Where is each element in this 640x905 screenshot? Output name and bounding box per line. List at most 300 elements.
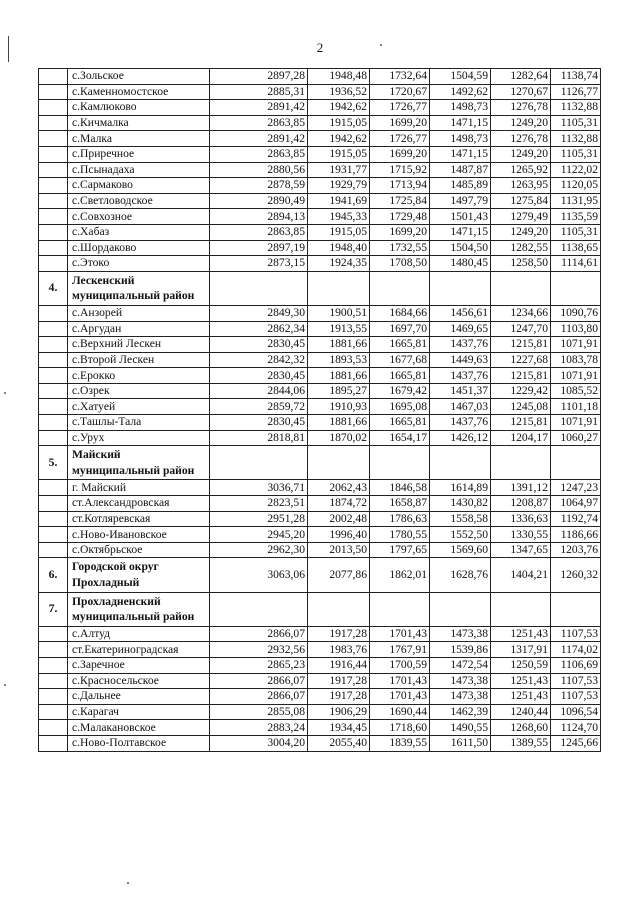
value-cell-1: 2849,30 [210, 305, 308, 321]
value-cell-5 [491, 446, 551, 480]
settlement-name: с.Совхозное [68, 209, 210, 225]
value-cell-6: 1105,31 [551, 146, 601, 162]
value-cell-2: 1881,66 [308, 415, 370, 431]
value-cell-6: 1060,27 [551, 430, 601, 446]
settlement-name: с.Каменномостское [68, 84, 210, 100]
value-cell-2: 1913,55 [308, 321, 370, 337]
value-cell-1: 2855,08 [210, 704, 308, 720]
value-cell-2: 2055,40 [308, 735, 370, 751]
table-row [39, 69, 601, 85]
settlement-name: с.Верхний Лескен [68, 337, 210, 353]
value-cell-3: 1665,81 [370, 415, 430, 431]
value-cell-3: 1677,68 [370, 352, 430, 368]
settlement-name: с.Хатуей [68, 399, 210, 415]
row-index [39, 84, 68, 100]
value-cell-1: 2830,45 [210, 415, 308, 431]
value-cell-3: 1699,20 [370, 115, 430, 131]
value-cell-5: 1265,92 [491, 162, 551, 178]
settlement-name: с.Ташлы-Тала [68, 415, 210, 431]
value-cell-2: 1915,05 [308, 146, 370, 162]
value-cell-2: 1870,02 [308, 430, 370, 446]
row-index [39, 178, 68, 194]
row-index: 7. [39, 592, 68, 626]
value-cell-4: 1487,87 [430, 162, 491, 178]
value-cell-2: 1917,28 [308, 673, 370, 689]
value-cell-1: 2866,07 [210, 689, 308, 705]
page-number: 2 [316, 40, 324, 55]
value-cell-1: 2878,59 [210, 178, 308, 194]
value-cell-1: 2842,32 [210, 352, 308, 368]
value-cell-4 [430, 592, 491, 626]
value-cell-4: 1473,38 [430, 626, 491, 642]
value-cell-6: 1122,02 [551, 162, 601, 178]
row-index [39, 673, 68, 689]
settlement-name: ст.Александровская [68, 496, 210, 512]
row-index [39, 209, 68, 225]
value-cell-6: 1138,74 [551, 69, 601, 85]
section-row [39, 592, 601, 626]
value-cell-6: 1083,78 [551, 352, 601, 368]
value-cell-6: 1131,95 [551, 193, 601, 209]
settlement-name: с.Ерокко [68, 368, 210, 384]
value-cell-6: 1085,52 [551, 383, 601, 399]
value-cell-1: 2830,45 [210, 368, 308, 384]
row-index [39, 115, 68, 131]
value-cell-5: 1234,66 [491, 305, 551, 321]
value-cell-2: 1881,66 [308, 337, 370, 353]
value-cell-3 [370, 592, 430, 626]
row-index [39, 720, 68, 736]
value-cell-2: 1996,40 [308, 527, 370, 543]
value-cell-5: 1263,95 [491, 178, 551, 194]
row-index [39, 100, 68, 116]
settlement-name: с.Урух [68, 430, 210, 446]
value-cell-2: 1915,05 [308, 115, 370, 131]
value-cell-6: 1064,97 [551, 496, 601, 512]
value-cell-1: 2859,72 [210, 399, 308, 415]
row-index [39, 496, 68, 512]
value-cell-4: 1471,15 [430, 224, 491, 240]
settlement-name: с.Светловодское [68, 193, 210, 209]
row-index [39, 415, 68, 431]
value-cell-3: 1658,87 [370, 496, 430, 512]
row-index [39, 689, 68, 705]
row-index [39, 704, 68, 720]
row-index [39, 337, 68, 353]
value-cell-1: 2885,31 [210, 84, 308, 100]
value-cell-4: 1614,89 [430, 480, 491, 496]
table-row [39, 224, 601, 240]
value-cell-2: 1936,52 [308, 84, 370, 100]
value-cell-4: 1501,43 [430, 209, 491, 225]
table-row [39, 209, 601, 225]
value-cell-6: 1071,91 [551, 415, 601, 431]
value-cell-5: 1249,20 [491, 115, 551, 131]
value-cell-5: 1330,55 [491, 527, 551, 543]
value-cell-3 [370, 271, 430, 305]
settlement-name: с.Шордаково [68, 240, 210, 256]
settlement-name: г. Майский [68, 480, 210, 496]
value-cell-4: 1462,39 [430, 704, 491, 720]
value-cell-2: 1874,72 [308, 496, 370, 512]
value-cell-5: 1276,78 [491, 131, 551, 147]
value-cell-3: 1701,43 [370, 626, 430, 642]
value-cell-1: 2891,42 [210, 131, 308, 147]
value-cell-1: 3063,06 [210, 558, 308, 592]
value-cell-6 [551, 271, 601, 305]
value-cell-5: 1204,17 [491, 430, 551, 446]
value-cell-1: 2863,85 [210, 224, 308, 240]
value-cell-3: 1862,01 [370, 558, 430, 592]
table-row [39, 399, 601, 415]
value-cell-6: 1090,76 [551, 305, 601, 321]
value-cell-1 [210, 592, 308, 626]
settlement-name: с.Приречное [68, 146, 210, 162]
section-row [39, 558, 601, 592]
value-cell-6: 1260,32 [551, 558, 601, 592]
value-cell-2: 1893,53 [308, 352, 370, 368]
value-cell-5: 1208,87 [491, 496, 551, 512]
value-cell-1: 2890,49 [210, 193, 308, 209]
value-cell-3: 1715,92 [370, 162, 430, 178]
settlement-name: ст.Котляревская [68, 511, 210, 527]
value-cell-5: 1404,21 [491, 558, 551, 592]
value-cell-6: 1126,77 [551, 84, 601, 100]
value-cell-6: 1106,69 [551, 657, 601, 673]
value-cell-1: 3004,20 [210, 735, 308, 751]
value-cell-1: 2932,56 [210, 642, 308, 658]
settlement-name: с.Хабаз [68, 224, 210, 240]
value-cell-6: 1096,54 [551, 704, 601, 720]
value-cell-4: 1558,58 [430, 511, 491, 527]
value-cell-1: 2945,20 [210, 527, 308, 543]
value-cell-2 [308, 592, 370, 626]
settlement-name: с.Анзорей [68, 305, 210, 321]
row-index: 4. [39, 271, 68, 305]
district-name: Прохладненский муниципальный район [68, 592, 210, 626]
value-cell-1: 2866,07 [210, 673, 308, 689]
value-cell-6: 1132,88 [551, 100, 601, 116]
table-row [39, 704, 601, 720]
value-cell-5: 1247,70 [491, 321, 551, 337]
value-cell-3: 1797,65 [370, 542, 430, 558]
value-cell-2: 1948,48 [308, 69, 370, 85]
value-cell-6: 1101,18 [551, 399, 601, 415]
scan-speck [4, 392, 6, 394]
value-cell-4: 1539,86 [430, 642, 491, 658]
value-cell-6: 1071,91 [551, 337, 601, 353]
value-cell-4: 1628,76 [430, 558, 491, 592]
value-cell-5: 1215,81 [491, 415, 551, 431]
value-cell-4 [430, 271, 491, 305]
value-cell-2: 1931,77 [308, 162, 370, 178]
value-cell-3: 1697,70 [370, 321, 430, 337]
value-cell-4: 1497,79 [430, 193, 491, 209]
value-cell-2: 2077,86 [308, 558, 370, 592]
tariff-table [38, 68, 601, 752]
value-cell-6: 1138,65 [551, 240, 601, 256]
row-index [39, 240, 68, 256]
value-cell-2: 1945,33 [308, 209, 370, 225]
value-cell-5: 1268,60 [491, 720, 551, 736]
value-cell-3 [370, 446, 430, 480]
value-cell-4: 1430,82 [430, 496, 491, 512]
value-cell-2: 1929,79 [308, 178, 370, 194]
value-cell-3: 1699,20 [370, 146, 430, 162]
value-cell-2: 1983,76 [308, 642, 370, 658]
table-row [39, 527, 601, 543]
value-cell-1: 2880,56 [210, 162, 308, 178]
value-cell-1: 2894,13 [210, 209, 308, 225]
value-cell-5: 1275,84 [491, 193, 551, 209]
value-cell-4: 1467,03 [430, 399, 491, 415]
value-cell-4: 1471,15 [430, 115, 491, 131]
table-row [39, 337, 601, 353]
value-cell-1: 2844,06 [210, 383, 308, 399]
row-index [39, 305, 68, 321]
district-name: Майский муниципальный район [68, 446, 210, 480]
row-index [39, 480, 68, 496]
settlement-name: с.Сармаково [68, 178, 210, 194]
value-cell-1: 2863,85 [210, 146, 308, 162]
value-cell-5: 1249,20 [491, 146, 551, 162]
value-cell-2: 1942,62 [308, 131, 370, 147]
table-row [39, 689, 601, 705]
table-row [39, 84, 601, 100]
table-row [39, 256, 601, 272]
value-cell-4: 1469,65 [430, 321, 491, 337]
table-row [39, 352, 601, 368]
value-cell-1: 2962,30 [210, 542, 308, 558]
value-cell-5 [491, 271, 551, 305]
table-row [39, 100, 601, 116]
settlement-name: с.Малка [68, 131, 210, 147]
table-row [39, 321, 601, 337]
table-row [39, 511, 601, 527]
value-cell-3: 1732,55 [370, 240, 430, 256]
value-cell-6: 1103,80 [551, 321, 601, 337]
value-cell-3: 1729,48 [370, 209, 430, 225]
left-margin-mark [8, 36, 9, 62]
value-cell-3: 1780,55 [370, 527, 430, 543]
table-row [39, 735, 601, 751]
value-cell-2: 1917,28 [308, 689, 370, 705]
settlement-name: с.Октябрьское [68, 542, 210, 558]
value-cell-3: 1846,58 [370, 480, 430, 496]
table-row [39, 305, 601, 321]
value-cell-1: 2897,28 [210, 69, 308, 85]
value-cell-6: 1114,61 [551, 256, 601, 272]
value-cell-6: 1124,70 [551, 720, 601, 736]
row-index [39, 430, 68, 446]
value-cell-3: 1684,66 [370, 305, 430, 321]
value-cell-2: 1881,66 [308, 368, 370, 384]
table-row [39, 162, 601, 178]
settlement-name: с.Зольское [68, 69, 210, 85]
value-cell-1: 2951,28 [210, 511, 308, 527]
row-index [39, 657, 68, 673]
row-index [39, 193, 68, 209]
value-cell-1: 2873,15 [210, 256, 308, 272]
value-cell-3: 1701,43 [370, 673, 430, 689]
value-cell-3: 1726,77 [370, 100, 430, 116]
settlement-name: с.Заречное [68, 657, 210, 673]
value-cell-5: 1251,43 [491, 673, 551, 689]
value-cell-1: 2823,51 [210, 496, 308, 512]
scan-speck [4, 684, 6, 686]
table-row [39, 368, 601, 384]
value-cell-3: 1699,20 [370, 224, 430, 240]
value-cell-2: 1910,93 [308, 399, 370, 415]
value-cell-1: 2862,34 [210, 321, 308, 337]
scan-speck [380, 44, 382, 46]
table-row [39, 542, 601, 558]
row-index [39, 399, 68, 415]
value-cell-5: 1336,63 [491, 511, 551, 527]
value-cell-5: 1229,42 [491, 383, 551, 399]
settlement-name: с.Малакановское [68, 720, 210, 736]
value-cell-3: 1725,84 [370, 193, 430, 209]
value-cell-5: 1389,55 [491, 735, 551, 751]
value-cell-6: 1132,88 [551, 131, 601, 147]
settlement-name: с.Кичмалка [68, 115, 210, 131]
row-index [39, 735, 68, 751]
settlement-name: с.Аргудан [68, 321, 210, 337]
value-cell-3: 1665,81 [370, 337, 430, 353]
table-row [39, 642, 601, 658]
value-cell-3: 1654,17 [370, 430, 430, 446]
value-cell-4: 1437,76 [430, 415, 491, 431]
value-cell-3: 1786,63 [370, 511, 430, 527]
row-index [39, 146, 68, 162]
value-cell-4: 1472,54 [430, 657, 491, 673]
value-cell-1 [210, 446, 308, 480]
value-cell-1: 2818,81 [210, 430, 308, 446]
table-row [39, 626, 601, 642]
value-cell-4: 1473,38 [430, 689, 491, 705]
section-row [39, 446, 601, 480]
table-row [39, 480, 601, 496]
value-cell-4: 1490,55 [430, 720, 491, 736]
value-cell-2: 2002,48 [308, 511, 370, 527]
value-cell-1: 2830,45 [210, 337, 308, 353]
value-cell-6: 1107,53 [551, 673, 601, 689]
value-cell-5: 1240,44 [491, 704, 551, 720]
value-cell-6: 1107,53 [551, 689, 601, 705]
settlement-name: с.Псынадаха [68, 162, 210, 178]
row-index [39, 642, 68, 658]
value-cell-3: 1767,91 [370, 642, 430, 658]
value-cell-1: 2866,07 [210, 626, 308, 642]
value-cell-3: 1690,44 [370, 704, 430, 720]
value-cell-4: 1426,12 [430, 430, 491, 446]
value-cell-4: 1498,73 [430, 131, 491, 147]
row-index [39, 321, 68, 337]
value-cell-1: 2865,23 [210, 657, 308, 673]
table-row [39, 430, 601, 446]
value-cell-3: 1713,94 [370, 178, 430, 194]
value-cell-4: 1504,59 [430, 69, 491, 85]
table-row [39, 193, 601, 209]
value-cell-3: 1720,67 [370, 84, 430, 100]
value-cell-2: 1942,62 [308, 100, 370, 116]
value-cell-5: 1250,59 [491, 657, 551, 673]
settlement-name: с.Красносельское [68, 673, 210, 689]
row-index [39, 511, 68, 527]
value-cell-3: 1665,81 [370, 368, 430, 384]
value-cell-6: 1186,66 [551, 527, 601, 543]
row-index [39, 256, 68, 272]
table-row [39, 178, 601, 194]
table-row [39, 240, 601, 256]
value-cell-4: 1437,76 [430, 337, 491, 353]
value-cell-1: 3036,71 [210, 480, 308, 496]
value-cell-5: 1347,65 [491, 542, 551, 558]
settlement-name: с.Ново-Ивановское [68, 527, 210, 543]
value-cell-2: 1941,69 [308, 193, 370, 209]
value-cell-6: 1107,53 [551, 626, 601, 642]
row-index [39, 131, 68, 147]
scan-speck [127, 882, 129, 884]
table-row [39, 673, 601, 689]
table-row [39, 383, 601, 399]
value-cell-5: 1317,91 [491, 642, 551, 658]
value-cell-6: 1174,02 [551, 642, 601, 658]
value-cell-2: 2062,43 [308, 480, 370, 496]
value-cell-2: 1906,29 [308, 704, 370, 720]
settlement-name: с.Второй Лескен [68, 352, 210, 368]
row-index: 6. [39, 558, 68, 592]
tariff-table-body [39, 69, 601, 752]
settlement-name: с.Дальнее [68, 689, 210, 705]
value-cell-5: 1249,20 [491, 224, 551, 240]
value-cell-3: 1708,50 [370, 256, 430, 272]
section-row [39, 271, 601, 305]
settlement-name: ст.Екатериноградская [68, 642, 210, 658]
value-cell-5: 1215,81 [491, 337, 551, 353]
value-cell-2: 1917,28 [308, 626, 370, 642]
row-index [39, 383, 68, 399]
value-cell-5: 1282,55 [491, 240, 551, 256]
value-cell-2: 1900,51 [308, 305, 370, 321]
value-cell-2: 2013,50 [308, 542, 370, 558]
district-name: Лескенский муниципальный район [68, 271, 210, 305]
table-row [39, 496, 601, 512]
table-row [39, 720, 601, 736]
settlement-name: с.Карагач [68, 704, 210, 720]
value-cell-5: 1279,49 [491, 209, 551, 225]
value-cell-2 [308, 271, 370, 305]
value-cell-3: 1726,77 [370, 131, 430, 147]
value-cell-5: 1215,81 [491, 368, 551, 384]
row-index [39, 224, 68, 240]
value-cell-4: 1480,45 [430, 256, 491, 272]
value-cell-2: 1916,44 [308, 657, 370, 673]
value-cell-5: 1251,43 [491, 626, 551, 642]
settlement-name: с.Ново-Полтавское [68, 735, 210, 751]
value-cell-3: 1695,08 [370, 399, 430, 415]
value-cell-4: 1471,15 [430, 146, 491, 162]
row-index [39, 352, 68, 368]
value-cell-6: 1245,66 [551, 735, 601, 751]
value-cell-3: 1732,64 [370, 69, 430, 85]
table-row [39, 657, 601, 673]
row-index: 5. [39, 446, 68, 480]
value-cell-5: 1276,78 [491, 100, 551, 116]
value-cell-6: 1071,91 [551, 368, 601, 384]
value-cell-6: 1120,05 [551, 178, 601, 194]
value-cell-5: 1282,64 [491, 69, 551, 85]
